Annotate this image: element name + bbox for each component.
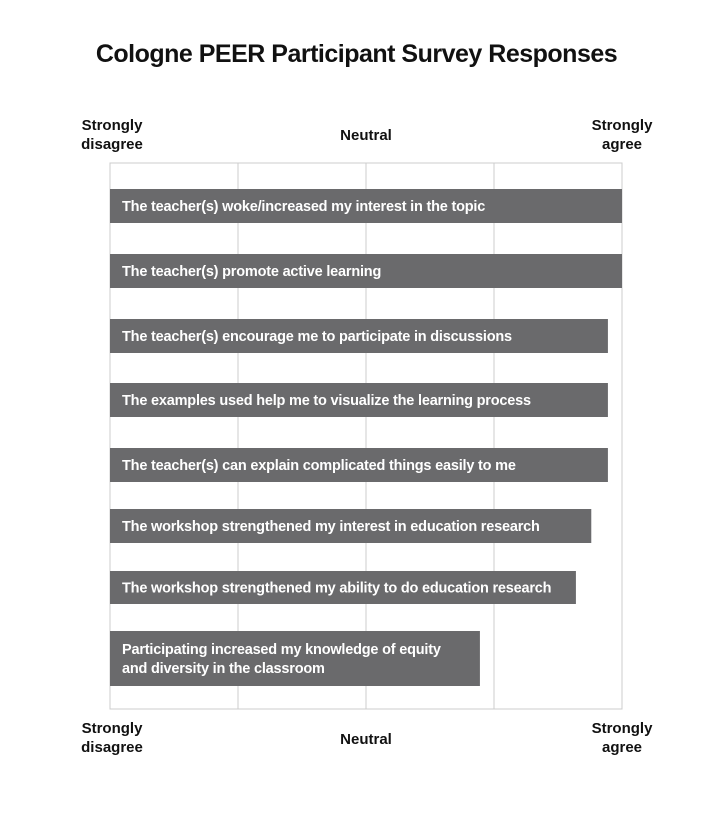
- bar-group-7: [110, 571, 576, 604]
- bar-group-2: [110, 254, 622, 288]
- bottom-axis-label-neutral: Neutral: [340, 731, 392, 748]
- bar-label-4: The examples used help me to visualize the learning process: [122, 393, 531, 409]
- bar-group-6: [110, 509, 591, 543]
- bar-label-3: The teacher(s) encourage me to participate in discussions: [122, 329, 512, 345]
- bar-label-1: The teacher(s) woke/increased my interest in the topic: [122, 199, 486, 215]
- bottom-axis-label-strongly-agree: Strongly agree: [591, 720, 653, 756]
- bar-group-1: [110, 189, 622, 223]
- bar-label-5: The teacher(s) can explain complicated things easily to me: [122, 458, 516, 474]
- top-axis-label-strongly-agree: Strongly agree: [591, 117, 653, 153]
- bar-8: [110, 631, 480, 686]
- bar-group-4: [110, 383, 608, 417]
- bar-label-8: Participating increased my knowledge of equity and diversity in the classroom: [122, 642, 441, 677]
- bar-group-3: [110, 319, 608, 353]
- chart-title: Cologne PEER Participant Survey Responses: [95, 40, 618, 68]
- bar-group-8: [110, 631, 480, 686]
- bar-label-7: The workshop strengthened my ability to do education research: [122, 580, 552, 597]
- top-axis-label-strongly-disagree: Strongly disagree: [81, 117, 143, 153]
- bar-label-2: The teacher(s) promote active learning: [122, 264, 382, 280]
- bottom-axis-label-strongly-disagree: Strongly disagree: [81, 720, 143, 756]
- top-axis-label-neutral: Neutral: [340, 127, 392, 144]
- bar-group-5: [110, 448, 608, 482]
- bar-label-6: The workshop strengthened my interest in education research: [122, 519, 540, 535]
